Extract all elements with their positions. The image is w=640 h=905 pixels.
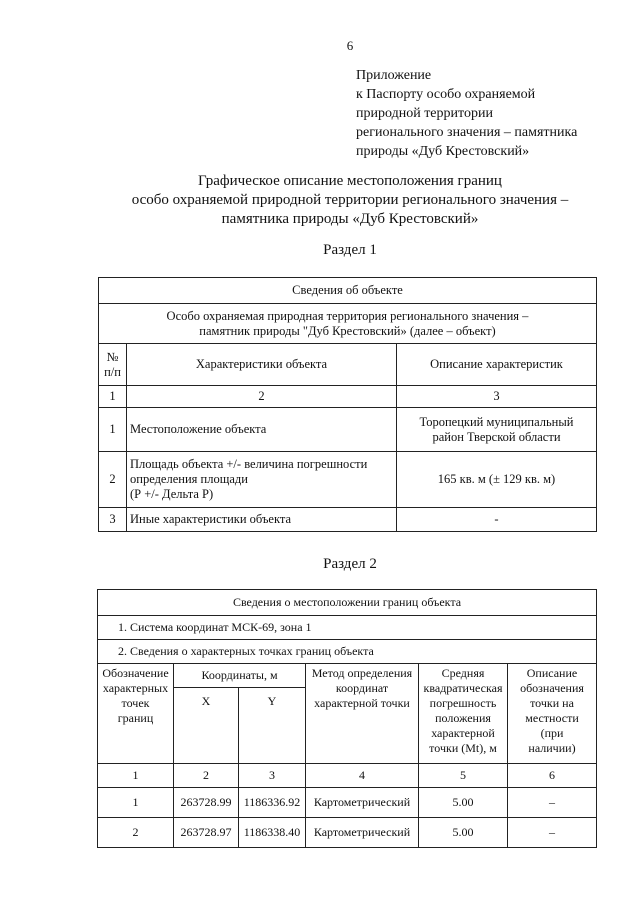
row-number: 2 bbox=[99, 452, 127, 508]
col-number: 3 bbox=[239, 764, 306, 788]
row-number: 3 bbox=[99, 508, 127, 532]
appendix-line: Приложение bbox=[356, 68, 432, 83]
table1-header: Сведения об объекте bbox=[99, 278, 597, 304]
col-header-characteristic: Характеристики объекта bbox=[127, 344, 397, 386]
point-description: – bbox=[508, 788, 597, 818]
table-row bbox=[99, 508, 597, 532]
col-number: 2 bbox=[127, 386, 397, 408]
appendix-line: природной территории bbox=[356, 106, 493, 121]
col-header-coordinates: Координаты, м bbox=[174, 664, 306, 688]
table-row bbox=[98, 788, 597, 818]
col-number: 5 bbox=[419, 764, 508, 788]
row-description: Торопецкий муниципальный район Тверской области bbox=[397, 408, 597, 452]
col-number: 6 bbox=[508, 764, 597, 788]
col-header-description: Описание характеристик bbox=[397, 344, 597, 386]
col-number: 3 bbox=[397, 386, 597, 408]
row-characteristic: Площадь объекта +/- величина погрешности определения площади (Р +/- Дельта Р) bbox=[127, 452, 397, 508]
col-header-error: Средняя квадратическая погрешность положения характерной точки (Mt), м bbox=[419, 664, 508, 764]
point-method: Картометрический bbox=[306, 818, 419, 848]
document-title bbox=[0, 172, 640, 229]
row-number: 1 bbox=[99, 408, 127, 452]
point-x: 263728.99 bbox=[174, 788, 239, 818]
col-number: 1 bbox=[99, 386, 127, 408]
col-header-method: Метод определения координат характерной точки bbox=[306, 664, 419, 764]
appendix-line: природы «Дуб Крестовский» bbox=[356, 144, 530, 159]
point-id: 1 bbox=[98, 788, 174, 818]
page-number: 6 bbox=[346, 38, 354, 53]
appendix-line: к Паспорту особо охраняемой bbox=[356, 87, 536, 102]
appendix-line: регионального значения – памятника bbox=[356, 125, 578, 140]
col-number: 1 bbox=[98, 764, 174, 788]
row-description: 165 кв. м (± 129 кв. м) bbox=[397, 452, 597, 508]
row-description: - bbox=[397, 508, 597, 532]
col-header-point-description: Описание обозначения точки на местности (при наличии) bbox=[508, 664, 597, 764]
point-description: – bbox=[508, 818, 597, 848]
table-row bbox=[98, 818, 597, 848]
col-header-number: № п/п bbox=[99, 344, 127, 386]
col-header-designation: Обозначение характерных точек границ bbox=[98, 664, 174, 764]
table2-header: Сведения о местоположении границ объекта bbox=[98, 590, 597, 616]
object-name-cell bbox=[99, 304, 597, 344]
table-row bbox=[99, 452, 597, 508]
point-id: 2 bbox=[98, 818, 174, 848]
coord-system-row: 1. Система координат МСК-69, зона 1 bbox=[98, 616, 597, 640]
title-line: памятника природы «Дуб Крестовский» bbox=[221, 211, 479, 227]
title-line: особо охраняемой природной территории регионального значения – bbox=[131, 192, 569, 208]
point-error: 5.00 bbox=[419, 818, 508, 848]
point-x: 263728.97 bbox=[174, 818, 239, 848]
point-method: Картометрический bbox=[306, 788, 419, 818]
row-characteristic: Местоположение объекта bbox=[127, 408, 397, 452]
object-info-table bbox=[98, 277, 597, 532]
point-y: 1186338.40 bbox=[239, 818, 306, 848]
col-number: 4 bbox=[306, 764, 419, 788]
point-error: 5.00 bbox=[419, 788, 508, 818]
section1-title: Раздел 1 bbox=[323, 242, 377, 258]
boundary-points-table bbox=[97, 589, 597, 848]
object-name-line: памятник природы "Дуб Крестовский» (далее – объект) bbox=[199, 323, 496, 338]
object-name-line: Особо охраняемая природная территория регионального значения – bbox=[166, 308, 529, 323]
col-header-y: Y bbox=[239, 688, 306, 764]
title-line: Графическое описание местоположения границ bbox=[198, 173, 502, 189]
table-row bbox=[99, 408, 597, 452]
appendix-note bbox=[356, 66, 577, 161]
points-info-row: 2. Сведения о характерных точках границ объекта bbox=[98, 640, 597, 664]
col-header-x: X bbox=[174, 688, 239, 764]
section2-title: Раздел 2 bbox=[323, 556, 377, 572]
col-number: 2 bbox=[174, 764, 239, 788]
row-characteristic: Иные характеристики объекта bbox=[127, 508, 397, 532]
point-y: 1186336.92 bbox=[239, 788, 306, 818]
